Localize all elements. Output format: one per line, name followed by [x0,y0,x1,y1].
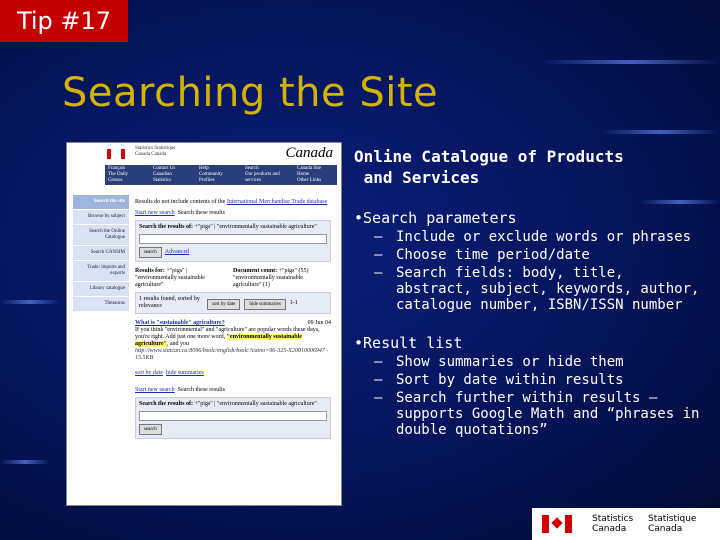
results-summary [135,268,331,289]
nav-item[interactable]: Help [199,166,209,171]
sub-item-text: Search fields: body, title, abstract, subject, keywords, author, catalogue number, ISBN/ISSN number [396,265,700,313]
bullet-result-list: •Result list [354,334,463,352]
nav-item[interactable]: Search [245,166,259,171]
sub-item-text: Choose time period/date [396,247,590,263]
footer-text: Statistics [592,514,634,524]
sub-item [374,372,704,388]
dash: – [374,265,383,281]
result-text: If you think "environmental" and "agriculture" are popular words these days, you're right. Add just one more word, [135,327,320,340]
sub-item-text: Include or exclude words or phrases [396,229,692,245]
results-of-label-bottom: Search the results of: [139,401,193,407]
sort-by-date-button[interactable]: sort by date [207,299,240,310]
result-url: http://www.statcan.ca:8096/bsolc/english/bsolc?catno=96-325-X20010006947 - 15.5KB [135,348,329,361]
nav-item[interactable]: Other Links [297,178,322,183]
search-button[interactable]: search [139,247,162,258]
nav-item[interactable]: Home [297,172,310,177]
new-search-link-bottom[interactable]: Start new search [135,387,175,393]
search-input[interactable] [139,234,327,244]
hide-summaries-link[interactable]: hide summaries [166,370,204,376]
decorative-streak [600,130,720,134]
header-small-text [135,146,175,158]
results-note [135,199,331,206]
nav-item[interactable]: Census [108,178,123,183]
search-results-main [135,199,331,439]
sidebar-item-search-site[interactable]: Search the site [73,195,129,210]
top-navigation [105,165,337,185]
panel-heading [354,146,704,188]
result-text-tail: , and you [166,341,190,347]
footer-text: Canada [648,524,683,534]
decorative-streak [0,300,60,304]
results-range: 1-1 [289,299,298,306]
canada-flag-icon [107,149,125,159]
note-text: Results do not include contents of the [135,199,226,205]
dash: – [374,247,383,263]
header-small-line: Canada Canada [135,152,167,157]
sub-item [374,265,704,313]
sidebar-item-cansim[interactable]: Search CANSIM [73,246,129,261]
sub-item [374,354,704,370]
sub-item [374,229,704,245]
result-header [135,320,331,327]
sidebar [73,195,129,312]
result-highlight: "environmentally sustainable agriculture" [135,334,302,347]
result-date: 09 Jun 04 [307,320,331,326]
dash: – [374,229,383,245]
search-box [135,220,331,262]
sub-item [374,390,704,438]
doc-count-value: +"pigs" (55) "environmentally sustainable agriculture" (1) [233,268,309,288]
nav-item[interactable]: The Daily [108,172,129,177]
search-tabs-bottom [135,387,331,394]
result-title-link[interactable]: What is "sustainable" agriculture? [135,320,225,326]
canada-wordmark: Canada [285,145,333,161]
nav-item[interactable]: Canada Site [297,166,322,171]
footer-french [648,514,696,534]
sort-by-date-link[interactable]: sort by date [135,370,163,376]
search-these-label-bottom: Search these results [177,387,225,393]
dash: – [374,354,383,370]
nav-item[interactable]: Canadian Statistics [153,172,172,183]
dash: – [374,372,383,388]
heading-line: Online Catalogue of Products [354,147,624,166]
search-box-bottom [135,397,331,439]
results-for-label: Results for: [135,268,165,274]
search-these-label: Search these results [177,210,225,216]
sub-item-text: Show summaries or hide them [396,354,624,370]
footer-text: Statistique [648,514,697,524]
results-for-value: +"pigs" | "environmentally sustainable agriculture" [135,268,205,288]
bullet-search-parameters: •Search parameters [354,209,517,227]
search-input-bottom[interactable] [139,411,327,421]
footer-english [592,514,633,534]
footer-text: Canada [592,524,627,534]
sub-item-text: Sort by date within results [396,372,624,388]
website-screenshot [66,142,342,506]
sub-item [374,247,704,263]
new-search-link[interactable]: Start new search [135,210,175,216]
doc-count-label: Document count: [233,268,278,274]
sidebar-item-thesaurus[interactable]: Thesaurus [73,297,129,312]
sidebar-item-library[interactable]: Library catalogue [73,282,129,297]
hide-summaries-button[interactable]: hide summaries [244,299,286,310]
header-small-line: Statistics Statistique [135,146,176,151]
results-of-label: Search the results of: [139,224,193,230]
nav-item[interactable]: Community Profiles [199,172,223,183]
results-of-value: +"pigs" | "environmentally sustainable agriculture" [194,224,317,230]
decorative-streak [0,460,50,464]
slide-title: Searching the Site [62,70,439,116]
dash: – [374,390,383,406]
bottom-sort-links [135,370,331,377]
description-panel [354,146,704,440]
heading-line: and Services [354,168,480,187]
sidebar-item-online-catalogue[interactable]: Search the Online Catalogue [73,225,129,246]
decorative-streak [540,60,720,64]
sub-item-text: Search further within results – supports Google Math and “phrases in double quotations” [396,390,700,438]
sidebar-item-trade[interactable]: Trade: imports and exports [73,261,129,282]
advanced-link[interactable]: Advanced [164,249,190,255]
search-button-bottom[interactable]: search [139,424,162,435]
results-bar [135,292,331,314]
search-tabs [135,210,331,217]
result-snippet [135,327,331,348]
tip-badge: Tip #17 [0,0,128,42]
results-found: 1 results found, sorted by relevance [139,296,200,309]
nav-item[interactable]: Our products and services [245,172,280,183]
note-link[interactable]: International Merchandise Trade database [226,199,328,205]
nav-item[interactable]: Contact Us [153,166,176,171]
sidebar-item-browse[interactable]: Browse by subject [73,210,129,225]
results-of-value-bottom: +"pigs" | "environmentally sustainable agriculture" [194,401,317,407]
statcan-footer-logo [532,508,720,540]
nav-item[interactable]: Français [108,166,125,171]
